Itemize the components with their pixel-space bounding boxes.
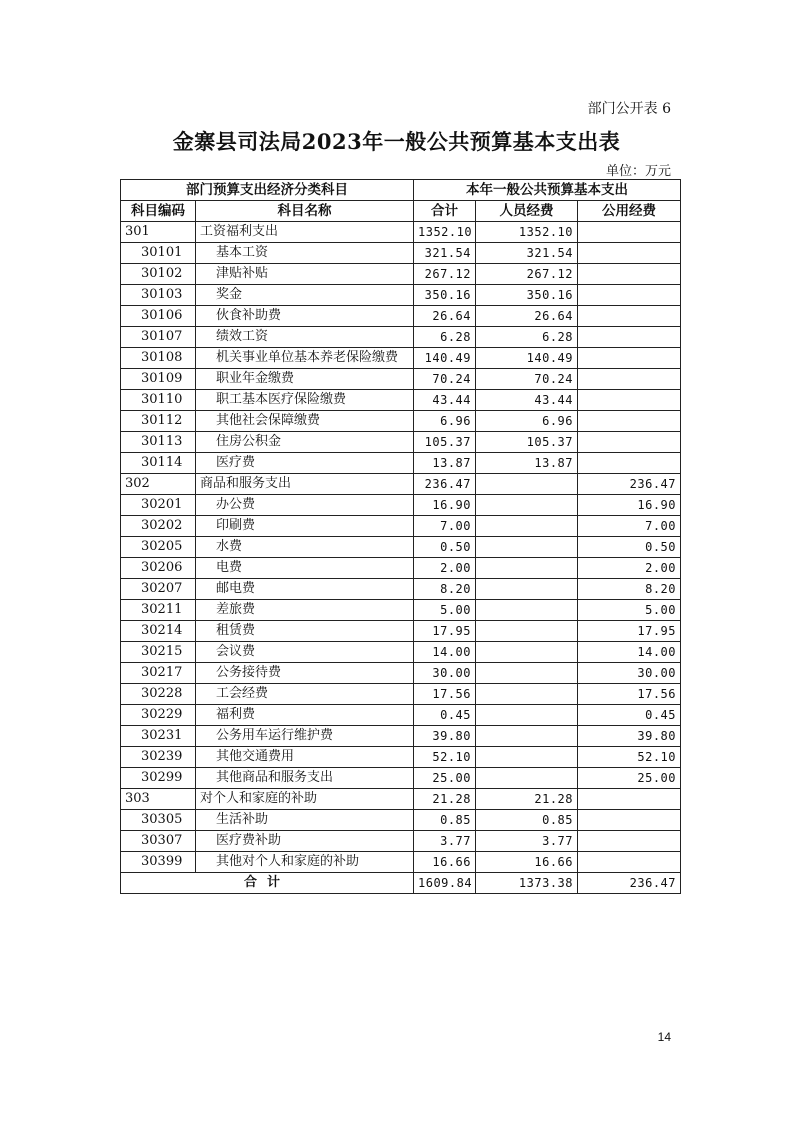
row-personnel — [476, 642, 578, 663]
row-personnel: 6.28 — [476, 327, 578, 348]
table-row — [121, 642, 681, 663]
row-personnel: 13.87 — [476, 453, 578, 474]
row-code: 30201 — [121, 495, 196, 516]
row-total: 6.96 — [414, 411, 476, 432]
row-personnel: 21.28 — [476, 789, 578, 810]
row-public — [578, 852, 681, 873]
row-personnel: 6.96 — [476, 411, 578, 432]
row-public: 236.47 — [578, 474, 681, 495]
row-name: 工会经费 — [196, 684, 414, 705]
row-name: 医疗费补助 — [196, 831, 414, 852]
row-code: 30103 — [121, 285, 196, 306]
row-total: 43.44 — [414, 390, 476, 411]
row-code: 30112 — [121, 411, 196, 432]
row-code: 30101 — [121, 243, 196, 264]
row-personnel — [476, 495, 578, 516]
row-personnel — [476, 726, 578, 747]
row-total: 16.90 — [414, 495, 476, 516]
row-public — [578, 327, 681, 348]
page-title: 金寨县司法局2023年一般公共预算基本支出表 — [172, 129, 621, 154]
row-personnel: 321.54 — [476, 243, 578, 264]
row-code: 30114 — [121, 453, 196, 474]
row-code: 30228 — [121, 684, 196, 705]
row-personnel: 0.85 — [476, 810, 578, 831]
row-total: 14.00 — [414, 642, 476, 663]
header-total: 合计 — [414, 201, 476, 222]
table-row — [121, 768, 681, 789]
table-row — [121, 579, 681, 600]
row-total: 7.00 — [414, 516, 476, 537]
table-row — [121, 369, 681, 390]
row-public — [578, 348, 681, 369]
row-name: 绩效工资 — [196, 327, 414, 348]
row-public: 39.80 — [578, 726, 681, 747]
table-row — [121, 411, 681, 432]
row-name: 工资福利支出 — [196, 222, 414, 243]
table-row — [121, 789, 681, 810]
totals-row — [121, 873, 681, 894]
table-row — [121, 663, 681, 684]
row-total: 236.47 — [414, 474, 476, 495]
table-row — [121, 222, 681, 243]
row-public — [578, 810, 681, 831]
row-total: 13.87 — [414, 453, 476, 474]
row-total: 6.28 — [414, 327, 476, 348]
table-row — [121, 306, 681, 327]
row-name: 福利费 — [196, 705, 414, 726]
row-name: 电费 — [196, 558, 414, 579]
table-row — [121, 621, 681, 642]
row-personnel: 3.77 — [476, 831, 578, 852]
row-personnel: 43.44 — [476, 390, 578, 411]
table-row — [121, 831, 681, 852]
row-personnel — [476, 474, 578, 495]
row-public — [578, 411, 681, 432]
row-public: 0.50 — [578, 537, 681, 558]
row-personnel: 1352.10 — [476, 222, 578, 243]
header-public: 公用经费 — [578, 201, 681, 222]
row-code: 30207 — [121, 579, 196, 600]
row-public — [578, 306, 681, 327]
table-row — [121, 600, 681, 621]
table-row — [121, 852, 681, 873]
row-total: 70.24 — [414, 369, 476, 390]
row-name: 职工基本医疗保险缴费 — [196, 390, 414, 411]
row-code: 30229 — [121, 705, 196, 726]
row-name: 印刷费 — [196, 516, 414, 537]
row-personnel — [476, 537, 578, 558]
row-public: 8.20 — [578, 579, 681, 600]
header-code: 科目编码 — [121, 201, 196, 222]
row-total: 350.16 — [414, 285, 476, 306]
row-personnel: 26.64 — [476, 306, 578, 327]
row-total: 52.10 — [414, 747, 476, 768]
row-public — [578, 222, 681, 243]
row-code: 303 — [121, 789, 196, 810]
row-public — [578, 264, 681, 285]
table-row — [121, 348, 681, 369]
row-code: 30217 — [121, 663, 196, 684]
table-row — [121, 495, 681, 516]
row-total: 25.00 — [414, 768, 476, 789]
row-name: 津贴补贴 — [196, 264, 414, 285]
row-code: 30399 — [121, 852, 196, 873]
row-total: 321.54 — [414, 243, 476, 264]
row-code: 30110 — [121, 390, 196, 411]
row-code: 302 — [121, 474, 196, 495]
row-name: 医疗费 — [196, 453, 414, 474]
table-row — [121, 390, 681, 411]
header-personnel: 人员经费 — [476, 201, 578, 222]
row-public: 2.00 — [578, 558, 681, 579]
row-code: 30109 — [121, 369, 196, 390]
row-total: 26.64 — [414, 306, 476, 327]
table-body — [121, 222, 681, 873]
row-personnel — [476, 516, 578, 537]
table-row — [121, 537, 681, 558]
row-personnel — [476, 747, 578, 768]
table-row — [121, 327, 681, 348]
row-personnel — [476, 579, 578, 600]
row-code: 30205 — [121, 537, 196, 558]
row-total: 0.85 — [414, 810, 476, 831]
row-total: 1352.10 — [414, 222, 476, 243]
row-code: 30107 — [121, 327, 196, 348]
row-public — [578, 369, 681, 390]
row-total: 5.00 — [414, 600, 476, 621]
row-name: 办公费 — [196, 495, 414, 516]
row-code: 30211 — [121, 600, 196, 621]
row-code: 30299 — [121, 768, 196, 789]
row-public — [578, 390, 681, 411]
row-name: 会议费 — [196, 642, 414, 663]
row-name: 其他对个人和家庭的补助 — [196, 852, 414, 873]
row-code: 30202 — [121, 516, 196, 537]
row-name: 其他交通费用 — [196, 747, 414, 768]
row-personnel: 267.12 — [476, 264, 578, 285]
header-basic-expenditure: 本年一般公共预算基本支出 — [414, 180, 681, 201]
row-personnel: 350.16 — [476, 285, 578, 306]
row-public — [578, 243, 681, 264]
row-code: 30113 — [121, 432, 196, 453]
row-personnel — [476, 684, 578, 705]
row-personnel: 16.66 — [476, 852, 578, 873]
row-total: 39.80 — [414, 726, 476, 747]
row-name: 租赁费 — [196, 621, 414, 642]
row-name: 职业年金缴费 — [196, 369, 414, 390]
header-economic-class: 部门预算支出经济分类科目 — [121, 180, 414, 201]
row-code: 30106 — [121, 306, 196, 327]
row-public — [578, 831, 681, 852]
row-personnel — [476, 600, 578, 621]
row-name: 住房公积金 — [196, 432, 414, 453]
row-name: 商品和服务支出 — [196, 474, 414, 495]
row-public: 7.00 — [578, 516, 681, 537]
row-name: 公务接待费 — [196, 663, 414, 684]
totals-personnel: 1373.38 — [476, 873, 578, 894]
row-name: 伙食补助费 — [196, 306, 414, 327]
row-public: 14.00 — [578, 642, 681, 663]
row-public: 52.10 — [578, 747, 681, 768]
totals-total: 1609.84 — [414, 873, 476, 894]
row-total: 140.49 — [414, 348, 476, 369]
row-personnel: 105.37 — [476, 432, 578, 453]
row-public: 16.90 — [578, 495, 681, 516]
row-code: 30215 — [121, 642, 196, 663]
row-total: 2.00 — [414, 558, 476, 579]
row-personnel — [476, 768, 578, 789]
table-label: 部门公开表 6 — [587, 101, 671, 117]
table-row — [121, 684, 681, 705]
row-code: 30231 — [121, 726, 196, 747]
row-total: 267.12 — [414, 264, 476, 285]
table-row — [121, 432, 681, 453]
row-name: 差旅费 — [196, 600, 414, 621]
row-name: 对个人和家庭的补助 — [196, 789, 414, 810]
row-total: 0.45 — [414, 705, 476, 726]
row-public: 17.95 — [578, 621, 681, 642]
row-total: 105.37 — [414, 432, 476, 453]
row-code: 30214 — [121, 621, 196, 642]
row-total: 0.50 — [414, 537, 476, 558]
row-total: 17.56 — [414, 684, 476, 705]
budget-table — [120, 179, 681, 894]
table-row — [121, 453, 681, 474]
row-name: 基本工资 — [196, 243, 414, 264]
row-public — [578, 432, 681, 453]
table-row — [121, 810, 681, 831]
row-name: 水费 — [196, 537, 414, 558]
table-row — [121, 285, 681, 306]
row-total: 8.20 — [414, 579, 476, 600]
table-row — [121, 558, 681, 579]
row-public: 30.00 — [578, 663, 681, 684]
header-group-row — [121, 180, 681, 201]
row-personnel — [476, 558, 578, 579]
row-name: 奖金 — [196, 285, 414, 306]
table-row — [121, 516, 681, 537]
row-code: 30307 — [121, 831, 196, 852]
row-total: 17.95 — [414, 621, 476, 642]
row-public — [578, 285, 681, 306]
row-personnel — [476, 705, 578, 726]
row-public: 17.56 — [578, 684, 681, 705]
row-public: 0.45 — [578, 705, 681, 726]
row-name: 邮电费 — [196, 579, 414, 600]
header-name: 科目名称 — [196, 201, 414, 222]
row-total: 21.28 — [414, 789, 476, 810]
row-code: 30108 — [121, 348, 196, 369]
row-name: 其他社会保障缴费 — [196, 411, 414, 432]
totals-label: 合计 — [121, 873, 414, 894]
row-personnel: 140.49 — [476, 348, 578, 369]
unit-label: 单位：万元 — [605, 164, 671, 179]
table-row — [121, 264, 681, 285]
table-row — [121, 474, 681, 495]
row-personnel: 70.24 — [476, 369, 578, 390]
header-column-row — [121, 201, 681, 222]
row-total: 30.00 — [414, 663, 476, 684]
row-name: 生活补助 — [196, 810, 414, 831]
table-row — [121, 705, 681, 726]
table-row — [121, 747, 681, 768]
row-code: 301 — [121, 222, 196, 243]
page-number: 14 — [657, 1030, 671, 1044]
row-code: 30305 — [121, 810, 196, 831]
table-row — [121, 726, 681, 747]
row-code: 30102 — [121, 264, 196, 285]
row-name: 机关事业单位基本养老保险缴费 — [196, 348, 414, 369]
totals-public: 236.47 — [578, 873, 681, 894]
row-personnel — [476, 621, 578, 642]
row-code: 30206 — [121, 558, 196, 579]
row-public — [578, 453, 681, 474]
row-public: 5.00 — [578, 600, 681, 621]
row-personnel — [476, 663, 578, 684]
table-row — [121, 243, 681, 264]
row-code: 30239 — [121, 747, 196, 768]
row-name: 其他商品和服务支出 — [196, 768, 414, 789]
row-total: 3.77 — [414, 831, 476, 852]
row-public: 25.00 — [578, 768, 681, 789]
row-public — [578, 789, 681, 810]
row-name: 公务用车运行维护费 — [196, 726, 414, 747]
row-total: 16.66 — [414, 852, 476, 873]
